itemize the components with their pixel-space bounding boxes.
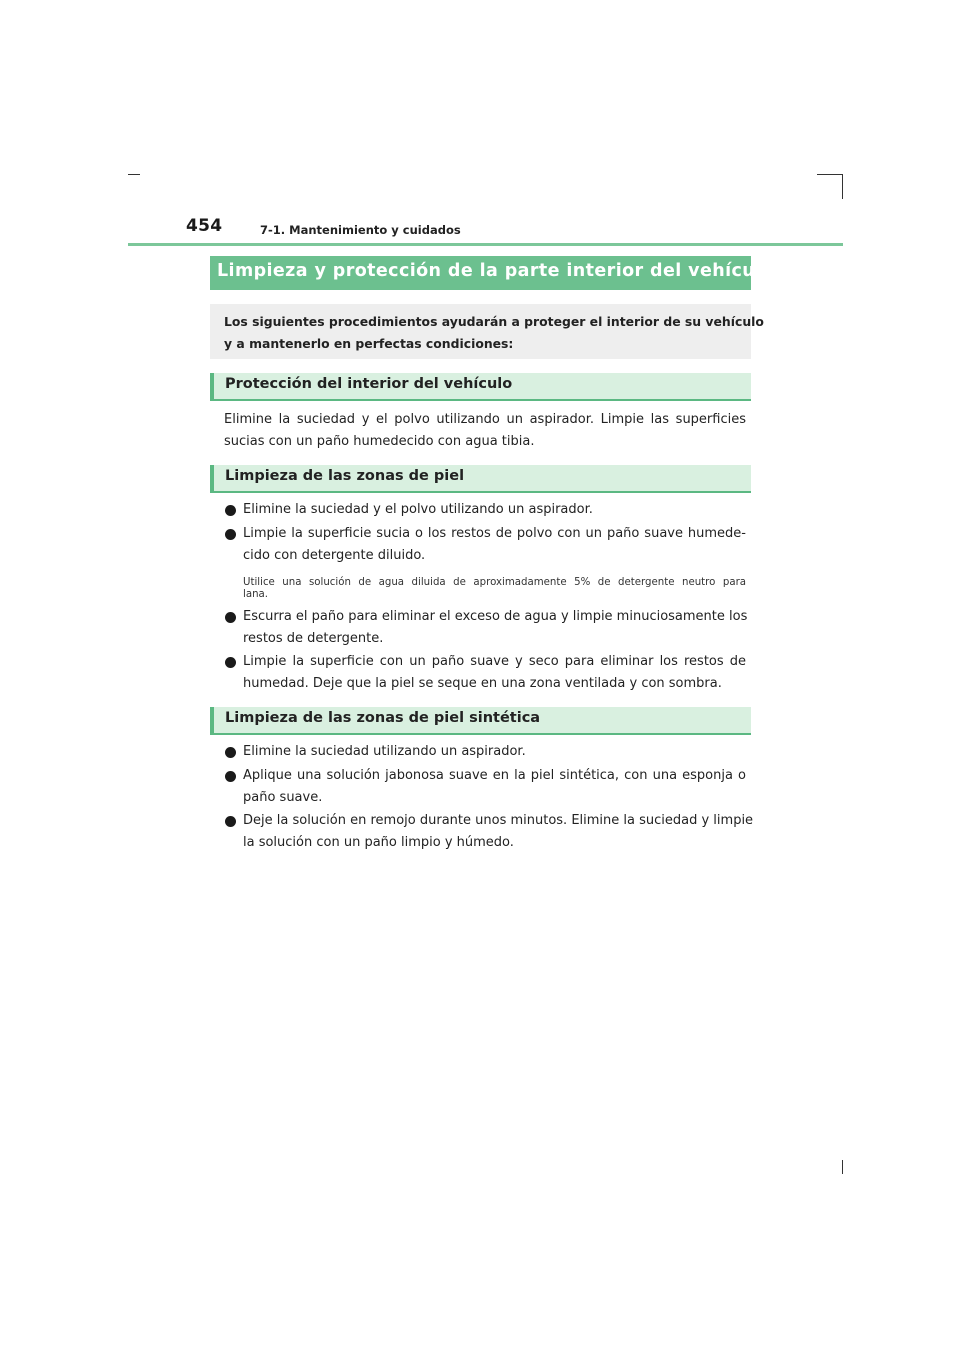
list-item <box>243 606 746 650</box>
page-number: 454 <box>186 216 223 236</box>
list-item-line: restos de detergente. <box>243 631 384 646</box>
list-item-line: Limpie la superficie sucia o los restos de polvo con un paño suave humede- <box>243 526 746 541</box>
bullet-icon <box>225 505 236 516</box>
header-rule <box>128 243 843 246</box>
list-item-line: Deje la solución en remojo durante unos minutos. Elimine la suciedad y limpie <box>243 813 754 828</box>
list-item <box>243 651 746 695</box>
bullet-icon <box>225 816 236 827</box>
crop-mark-bottom-right <box>842 1160 843 1174</box>
page-title: Limpieza y protección de la parte interior del vehículo <box>210 256 751 290</box>
bullet-icon <box>225 747 236 758</box>
subheading-leather-cleaning: Limpieza de las zonas de piel <box>210 465 751 493</box>
list-item <box>243 741 746 763</box>
intro-box <box>210 304 764 359</box>
paragraph-interior-protection <box>224 409 746 453</box>
intro-line: y a mantenerlo en perfectas condiciones: <box>224 336 514 351</box>
list-item-line: la solución con un paño limpio y húmedo. <box>243 835 514 850</box>
list-item <box>243 810 754 854</box>
list-item <box>243 765 746 809</box>
intro-line: Los siguientes procedimientos ayudarán a proteger el interior de su vehículo <box>224 314 764 329</box>
list-item-line: paño suave. <box>243 790 323 805</box>
bullet-icon <box>225 529 236 540</box>
bullet-icon <box>225 771 236 782</box>
subheading-interior-protection: Protección del interior del vehículo <box>210 373 751 401</box>
paragraph-line: Elimine la suciedad y el polvo utilizando un aspirador. Limpie las superficies <box>224 412 746 427</box>
note-line: Utilice una solución de agua diluida de aproximadamente 5% de detergente neutro para <box>243 577 746 588</box>
list-item <box>243 499 746 521</box>
crop-mark-top-right-v <box>842 174 843 199</box>
paragraph-line: sucias con un paño humedecido con agua tibia. <box>224 434 535 449</box>
bullet-icon <box>225 612 236 623</box>
list-item-line: Aplique una solución jabonosa suave en la piel sintética, con una esponja o <box>243 768 746 783</box>
bullet-icon <box>225 657 236 668</box>
crop-mark-top-left <box>128 174 140 175</box>
list-item-line: cido con detergente diluido. <box>243 548 426 563</box>
list-item-line: Elimine la suciedad utilizando un aspirador. <box>243 744 526 759</box>
detergent-note <box>243 577 746 601</box>
list-item-line: humedad. Deje que la piel se seque en una zona ventilada y con sombra. <box>243 676 722 691</box>
list-item-line: Limpie la superficie con un paño suave y seco para eliminar los restos de <box>243 654 746 669</box>
list-item <box>243 523 746 567</box>
list-item-line: Escurra el paño para eliminar el exceso de agua y limpie minuciosamente los <box>243 609 748 624</box>
chapter-label: 7-1. Mantenimiento y cuidados <box>260 223 461 237</box>
note-line: lana. <box>243 589 269 600</box>
crop-mark-top-right-h <box>817 174 842 175</box>
subheading-synthetic-leather-cleaning: Limpieza de las zonas de piel sintética <box>210 707 751 735</box>
list-item-line: Elimine la suciedad y el polvo utilizando un aspirador. <box>243 502 593 517</box>
